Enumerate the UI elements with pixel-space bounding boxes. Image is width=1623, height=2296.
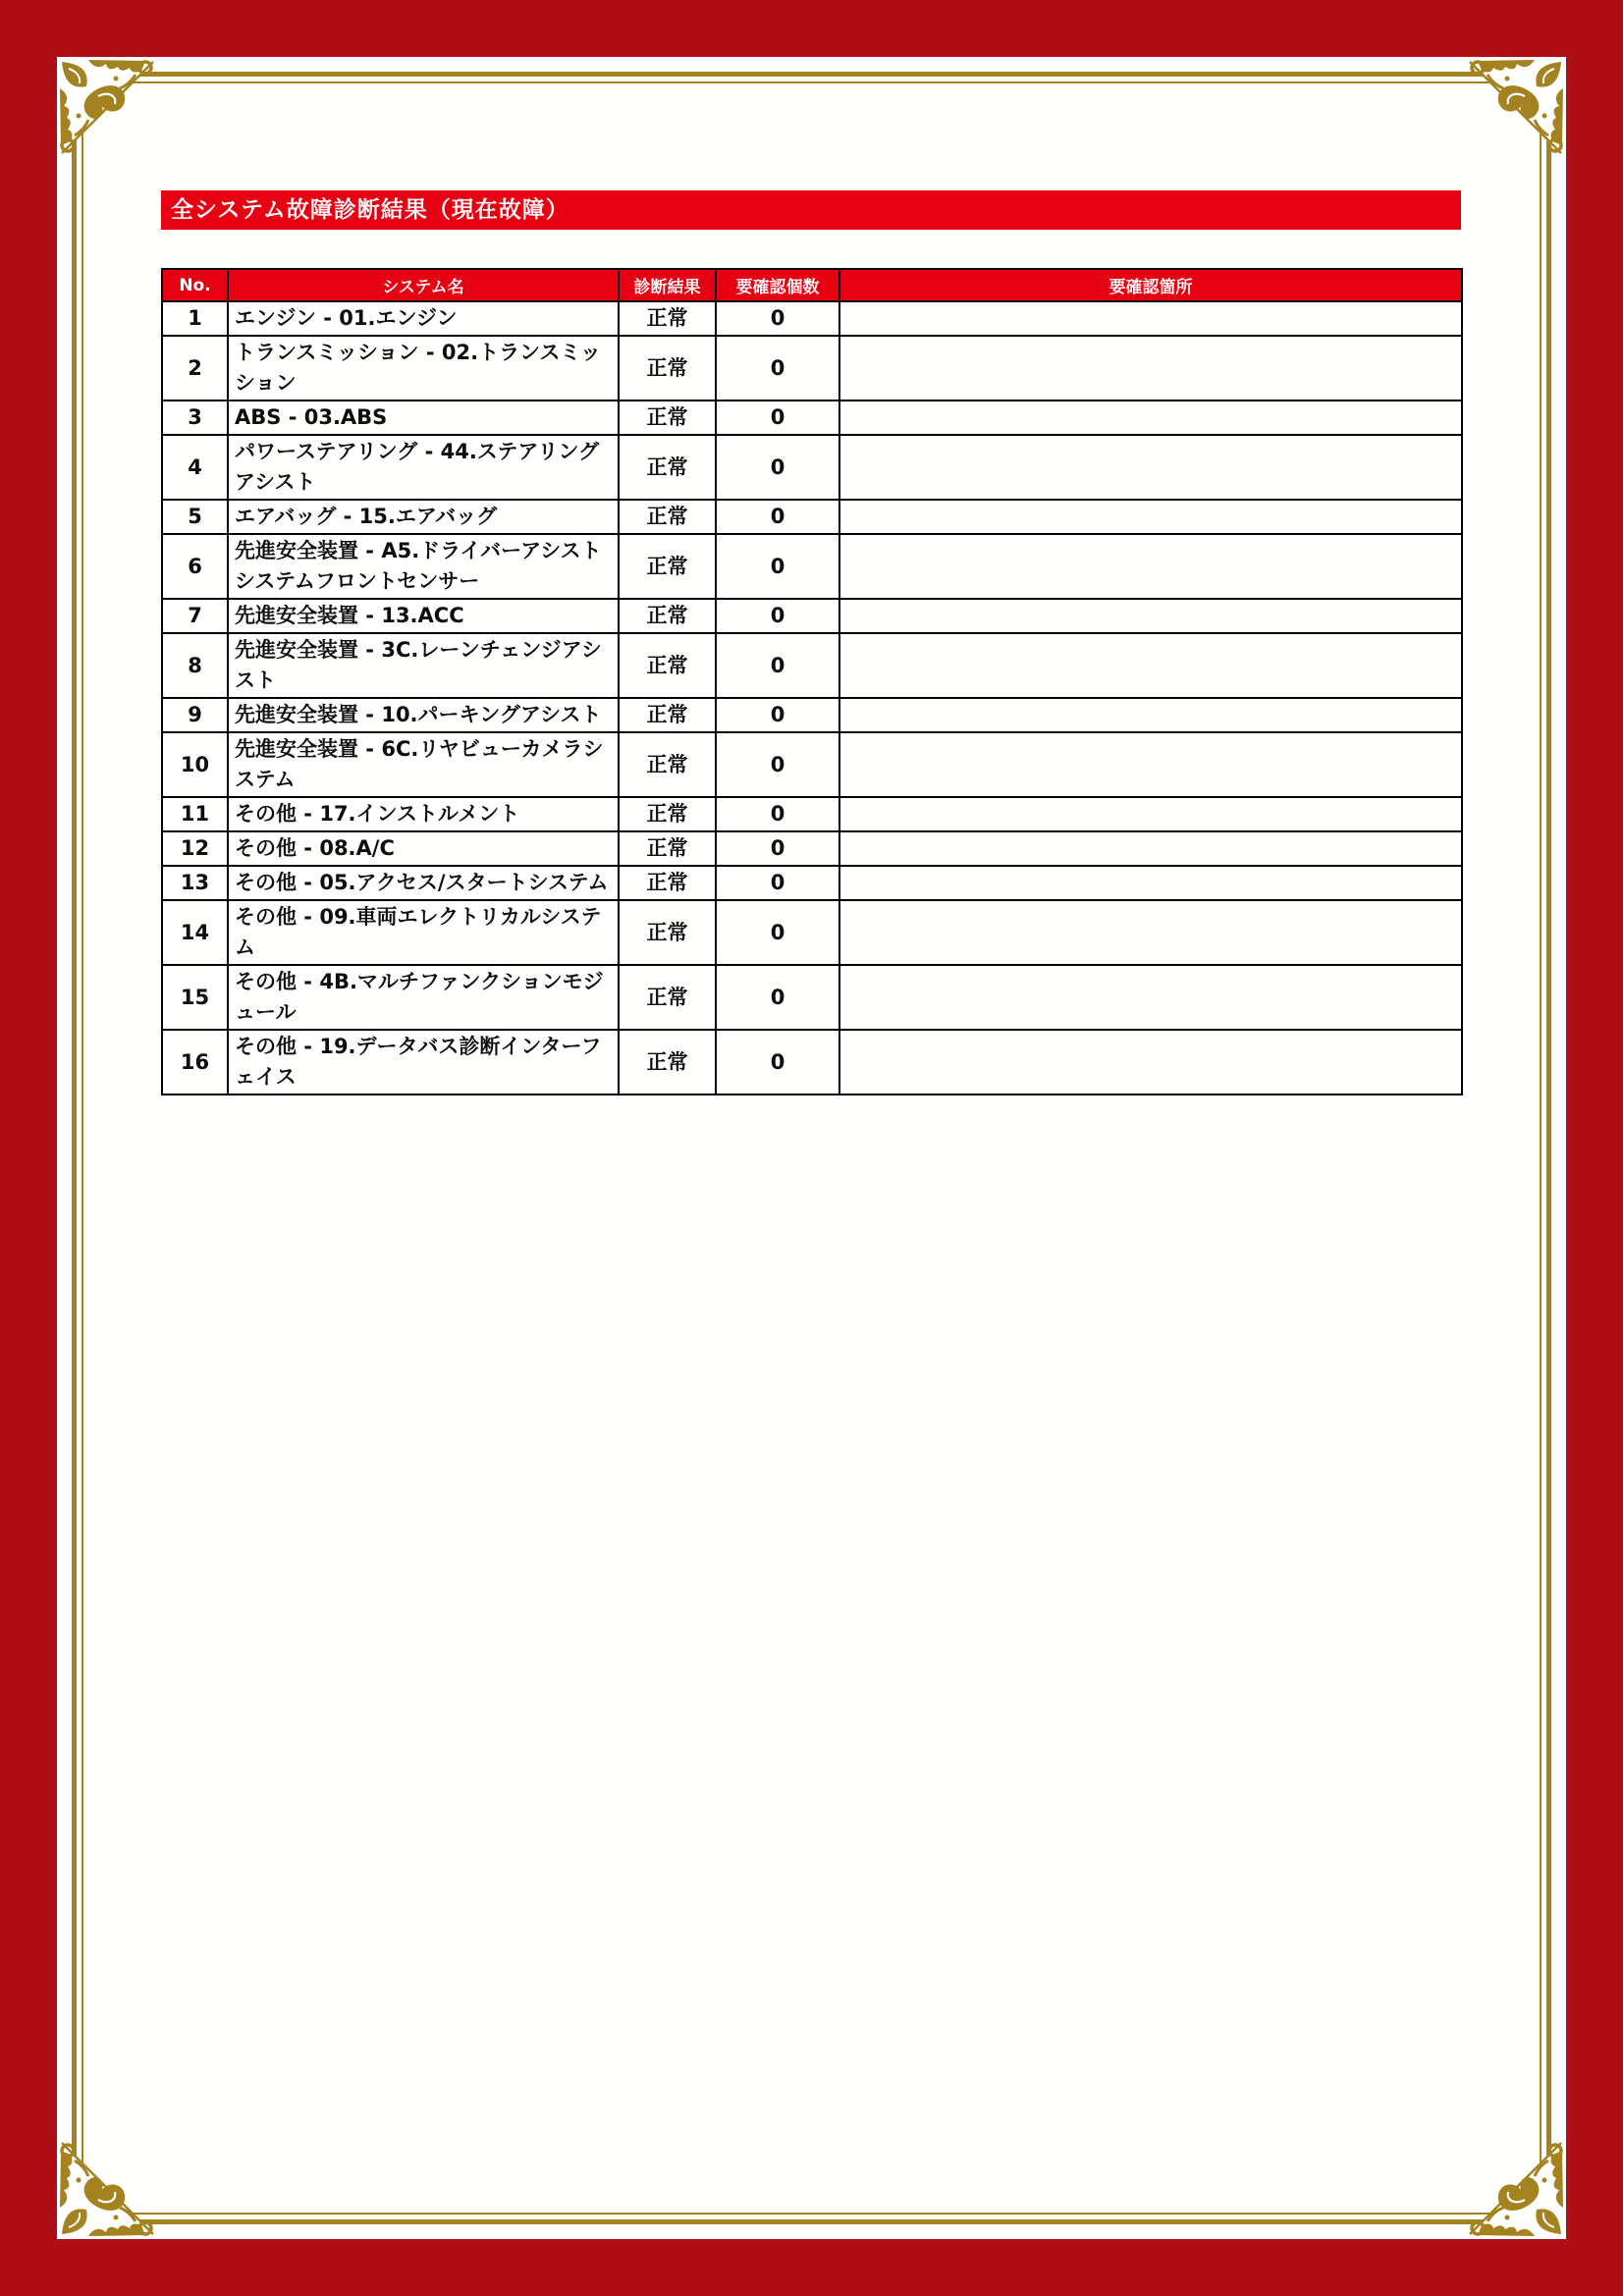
document-sheet <box>57 57 1566 2239</box>
diagnosis-result: 正常 <box>619 797 716 831</box>
diagnosis-result: 正常 <box>619 301 716 336</box>
table-row <box>162 400 1462 435</box>
corner-flourish-bottom-right <box>1466 2139 1564 2237</box>
col-header-check-location: 要確認箇所 <box>839 269 1462 301</box>
system-name: 先進安全装置 - 13.ACC <box>228 599 619 633</box>
row-number: 9 <box>162 698 228 732</box>
row-number: 7 <box>162 599 228 633</box>
diagnosis-result: 正常 <box>619 965 716 1030</box>
check-location <box>839 698 1462 732</box>
row-number: 16 <box>162 1030 228 1095</box>
check-count: 0 <box>716 698 839 732</box>
corner-flourish-top-left <box>59 59 157 157</box>
system-name: その他 - 4B.マルチファンクションモジュール <box>228 965 619 1030</box>
check-location <box>839 965 1462 1030</box>
table-row <box>162 698 1462 732</box>
table-row <box>162 599 1462 633</box>
check-count: 0 <box>716 900 839 965</box>
table-row <box>162 965 1462 1030</box>
table-row <box>162 900 1462 965</box>
diagnosis-result: 正常 <box>619 599 716 633</box>
diagnosis-result: 正常 <box>619 732 716 797</box>
table-row <box>162 866 1462 900</box>
system-name: その他 - 17.インストルメント <box>228 797 619 831</box>
check-count: 0 <box>716 534 839 599</box>
system-name: 先進安全装置 - A5.ドライバーアシストシステムフロントセンサー <box>228 534 619 599</box>
check-count: 0 <box>716 301 839 336</box>
table-row <box>162 435 1462 500</box>
diagnosis-result: 正常 <box>619 698 716 732</box>
check-location <box>839 1030 1462 1095</box>
check-count: 0 <box>716 1030 839 1095</box>
row-number: 12 <box>162 831 228 866</box>
row-number: 2 <box>162 336 228 400</box>
system-name: その他 - 05.アクセス/スタートシステム <box>228 866 619 900</box>
system-name: ABS - 03.ABS <box>228 400 619 435</box>
system-name: パワーステアリング - 44.ステアリングアシスト <box>228 435 619 500</box>
system-name: その他 - 09.車両エレクトリカルシステム <box>228 900 619 965</box>
check-count: 0 <box>716 500 839 534</box>
diagnosis-result: 正常 <box>619 400 716 435</box>
row-number: 11 <box>162 797 228 831</box>
table-row <box>162 633 1462 698</box>
col-header-check-count: 要確認個数 <box>716 269 839 301</box>
check-location <box>839 900 1462 965</box>
check-location <box>839 400 1462 435</box>
row-number: 15 <box>162 965 228 1030</box>
system-name: その他 - 08.A/C <box>228 831 619 866</box>
row-number: 8 <box>162 633 228 698</box>
check-location <box>839 534 1462 599</box>
diagnosis-result: 正常 <box>619 866 716 900</box>
corner-flourish-icon <box>1466 59 1564 157</box>
diagnosis-result: 正常 <box>619 633 716 698</box>
row-number: 14 <box>162 900 228 965</box>
corner-flourish-icon <box>1466 2139 1564 2237</box>
col-header-no: No. <box>162 269 228 301</box>
table-row <box>162 336 1462 400</box>
table-row <box>162 732 1462 797</box>
diagnosis-result: 正常 <box>619 435 716 500</box>
check-count: 0 <box>716 797 839 831</box>
table-row <box>162 797 1462 831</box>
check-count: 0 <box>716 866 839 900</box>
table-header-row <box>162 269 1462 301</box>
check-count: 0 <box>716 336 839 400</box>
col-header-diagnosis-result: 診断結果 <box>619 269 716 301</box>
diagnosis-result: 正常 <box>619 1030 716 1095</box>
row-number: 1 <box>162 301 228 336</box>
diagnosis-result: 正常 <box>619 900 716 965</box>
row-number: 13 <box>162 866 228 900</box>
report-title: 全システム故障診断結果（現在故障） <box>171 197 569 223</box>
system-name: 先進安全装置 - 6C.リヤビューカメラシステム <box>228 732 619 797</box>
corner-flourish-icon <box>59 2139 157 2237</box>
diagnosis-result: 正常 <box>619 534 716 599</box>
check-location <box>839 866 1462 900</box>
corner-flourish-bottom-left <box>59 2139 157 2237</box>
row-number: 10 <box>162 732 228 797</box>
check-location <box>839 797 1462 831</box>
row-number: 3 <box>162 400 228 435</box>
check-count: 0 <box>716 732 839 797</box>
check-location <box>839 435 1462 500</box>
col-header-system-name: システム名 <box>228 269 619 301</box>
system-name: エアバッグ - 15.エアバッグ <box>228 500 619 534</box>
system-name: 先進安全装置 - 10.パーキングアシスト <box>228 698 619 732</box>
check-location <box>839 599 1462 633</box>
diagnosis-result: 正常 <box>619 831 716 866</box>
check-location <box>839 500 1462 534</box>
check-count: 0 <box>716 965 839 1030</box>
check-location <box>839 301 1462 336</box>
check-count: 0 <box>716 435 839 500</box>
system-name: トランスミッション - 02.トランスミッション <box>228 336 619 400</box>
check-location <box>839 633 1462 698</box>
check-count: 0 <box>716 599 839 633</box>
table-row <box>162 534 1462 599</box>
table-row <box>162 1030 1462 1095</box>
table-row <box>162 301 1462 336</box>
row-number: 4 <box>162 435 228 500</box>
check-location <box>839 336 1462 400</box>
system-name: 先進安全装置 - 3C.レーンチェンジアシスト <box>228 633 619 698</box>
diagnosis-result: 正常 <box>619 500 716 534</box>
corner-flourish-icon <box>59 59 157 157</box>
check-location <box>839 831 1462 866</box>
row-number: 6 <box>162 534 228 599</box>
check-count: 0 <box>716 633 839 698</box>
system-name: その他 - 19.データバス診断インターフェイス <box>228 1030 619 1095</box>
table-row <box>162 831 1462 866</box>
table-row <box>162 500 1462 534</box>
system-name: エンジン - 01.エンジン <box>228 301 619 336</box>
diagnosis-table <box>161 268 1463 1095</box>
diagnosis-result: 正常 <box>619 336 716 400</box>
check-count: 0 <box>716 400 839 435</box>
check-location <box>839 732 1462 797</box>
row-number: 5 <box>162 500 228 534</box>
check-count: 0 <box>716 831 839 866</box>
report-title-bar <box>161 190 1461 230</box>
corner-flourish-top-right <box>1466 59 1564 157</box>
